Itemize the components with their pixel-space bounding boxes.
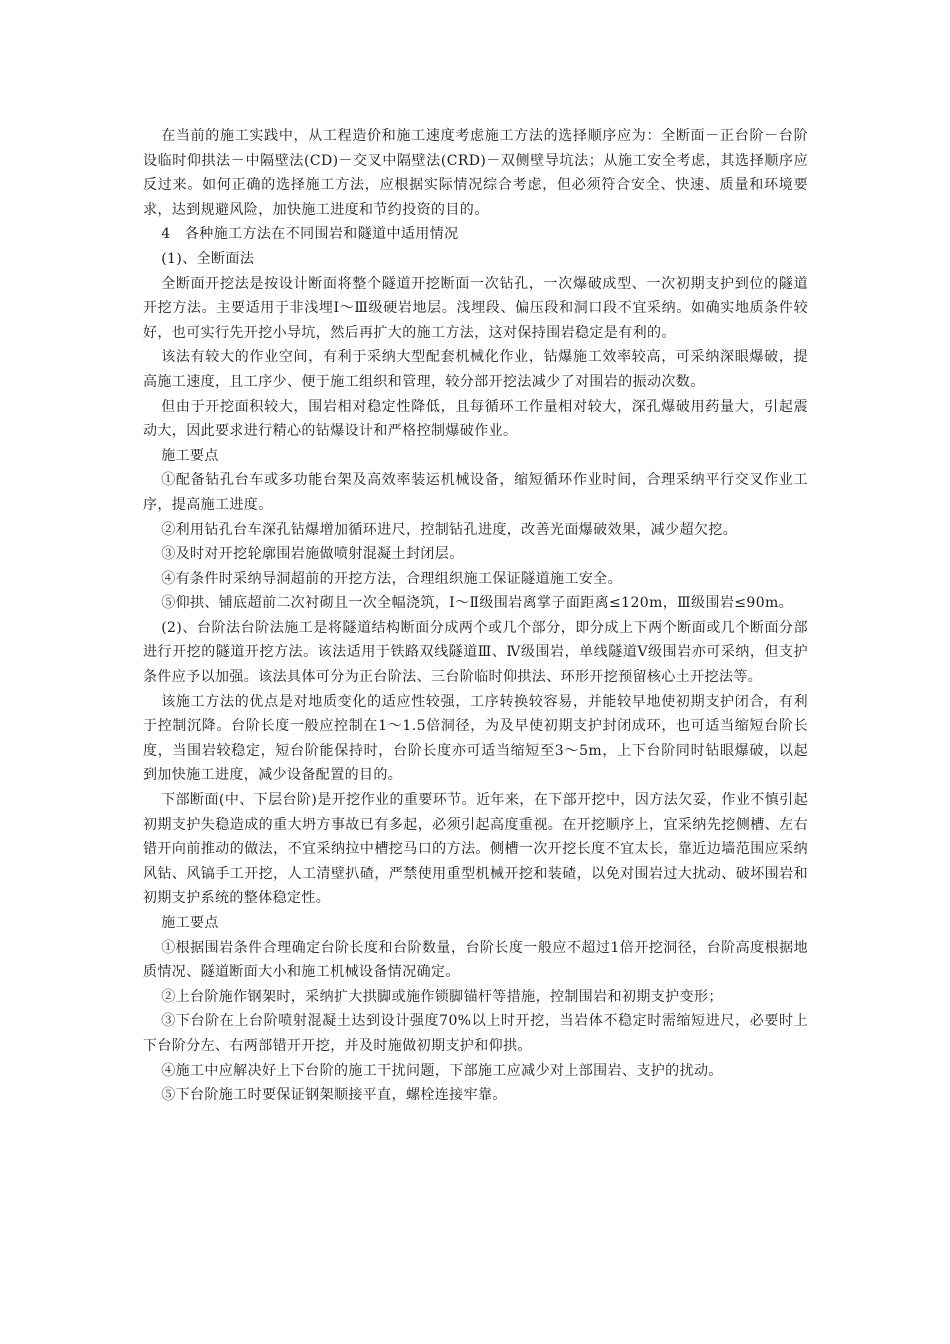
- paragraph-lower-section: 下部断面(中、下层台阶)是开挖作业的重要环节。近年来，在下部开挖中，因方法欠妥，作业不慎引起初期支护失稳造成的重大坍方事故已有多起，必须引起高度重视。在开挖顺序上，宜采纳先挖侧槽、左右错开向前推动的做法，不宜采纳拉中槽挖马口的方法。侧槽一次开挖长度不宜太长，靠近边墙范围应采纳风钻、风镐手工开挖，人工清壁扒碴，严禁使用重型机械开挖和装碴，以免对围岩过大扰动、破坏围岩和初期支护系统的整体稳定性。: [143, 792, 808, 907]
- paragraph-method-selection-order: 在当前的施工实践中，从工程造价和施工速度考虑施工方法的选择顺序应为：全断面－正台阶－台阶设临时仰拱法－中隔壁法(CD)－交叉中隔壁法(CRD)－双侧壁导坑法；从施工安全考虑，其选择顺序应反过来。如何正确的选择施工方法，应根据实际情况综合考虑，但必须符合安全、快速、质量和环境要求，达到规避风险，加快施工进度和节约投资的目的。: [143, 128, 808, 218]
- paragraph-bench-method: (2)、台阶法台阶法施工是将隧道结构断面分成两个或几个部分，即分成上下两个断面或几个断面分部进行开挖的隧道开挖方法。该法适用于铁路双线隧道Ⅲ、Ⅳ级围岩，单线隧道Ⅴ级围岩亦可采纳，但支护条件应予以加强。该法具体可分为正台阶法、三台阶临时仰拱法、环形开挖预留核心土开挖法等。: [143, 619, 808, 686]
- list-item: ⑤仰拱、铺底超前二次衬砌且一次全幅浇筑，Ⅰ～Ⅱ级围岩离掌子面距离≤120m，Ⅲ级围岩≤90m。: [161, 595, 794, 612]
- subheading-full-face-method: (1)、全断面法: [161, 250, 255, 267]
- paragraph-bench-advantages: 该施工方法的优点是对地质变化的适应性较强，工序转换较容易，并能较早地使初期支护闭合，有利于控制沉降。台阶长度一般应控制在1～1.5倍洞径，为及早使初期支护封闭成环，也可适当缩短台阶长度，当围岩较稳定，短台阶能保持时，台阶长度亦可适当缩短至3～5m，上下台阶同时钻眼爆破，以起到加快施工进度，减少设备配置的目的。: [143, 693, 808, 784]
- section-heading-4: 4 各种施工方法在不同围岩和隧道中适用情况: [161, 226, 459, 243]
- list-item: ③下台阶在上台阶喷射混凝土达到设计强度70%以上时开挖，当岩体不稳定时需缩短进尺，必要时上下台阶分左、右两部错开开挖，并及时施做初期支护和仰拱。: [143, 1013, 808, 1054]
- paragraph-full-face-definition: 全断面开挖法是按设计断面将整个隧道开挖断面一次钻孔，一次爆破成型、一次初期支护到位的隧道开挖方法。主要适用于非浅埋Ⅰ～Ⅲ级硬岩地层。浅埋段、偏压段和洞口段不宜采纳。如确实地质条件较好，也可实行先开挖小导坑，然后再扩大的施工方法，这对保持围岩稳定是有利的。: [143, 275, 808, 341]
- document-body: [143, 124, 808, 1108]
- list-item: ④施工中应解决好上下台阶的施工干扰问题，下部施工应减少对上部围岩、支护的扰动。: [161, 1062, 723, 1079]
- list-item: ③及时对开挖轮廓围岩施做喷射混凝土封闭层。: [161, 546, 464, 563]
- paragraph-full-face-disadvantages: 但由于开挖面积较大，围岩相对稳定性降低，且每循环工作量相对较大，深孔爆破用药量大，引起震动大，因此要求进行精心的钻爆设计和严格控制爆破作业。: [143, 398, 808, 440]
- paragraph-full-face-advantages: 该法有较大的作业空间，有利于采纳大型配套机械化作业，钻爆施工效率较高，可采纳深眼爆破，提高施工速度，且工序少、便于施工组织和管理，较分部开挖法减少了对围岩的振动次数。: [143, 349, 808, 390]
- list-item: ①根据围岩条件合理确定台阶长度和台阶数量，台阶长度一般应不超过1倍开挖洞径，台阶高度根据地质情况、隧道断面大小和施工机械设备情况确定。: [143, 939, 808, 981]
- list-item: ②上台阶施作钢架时，采纳扩大拱脚或施作锁脚锚杆等措施，控制围岩和初期支护变形；: [161, 988, 723, 1005]
- construction-points-heading: 施工要点: [161, 915, 219, 931]
- list-item: ①配备钻孔台车或多功能台架及高效率装运机械设备，缩短循环作业时间，合理采纳平行交叉作业工序，提高施工进度。: [143, 472, 808, 513]
- list-item: ②利用钻孔台车深孔钻爆增加循环进尺，控制钻孔进度，改善光面爆破效果，减少超欠挖。: [161, 521, 738, 538]
- list-item: ④有条件时采纳导洞超前的开挖方法，合理组织施工保证隧道施工安全。: [161, 570, 622, 587]
- construction-points-heading: 施工要点: [161, 447, 219, 464]
- list-item: ⑤下台阶施工时要保证钢架顺接平直，螺栓连接牢靠。: [161, 1087, 507, 1104]
